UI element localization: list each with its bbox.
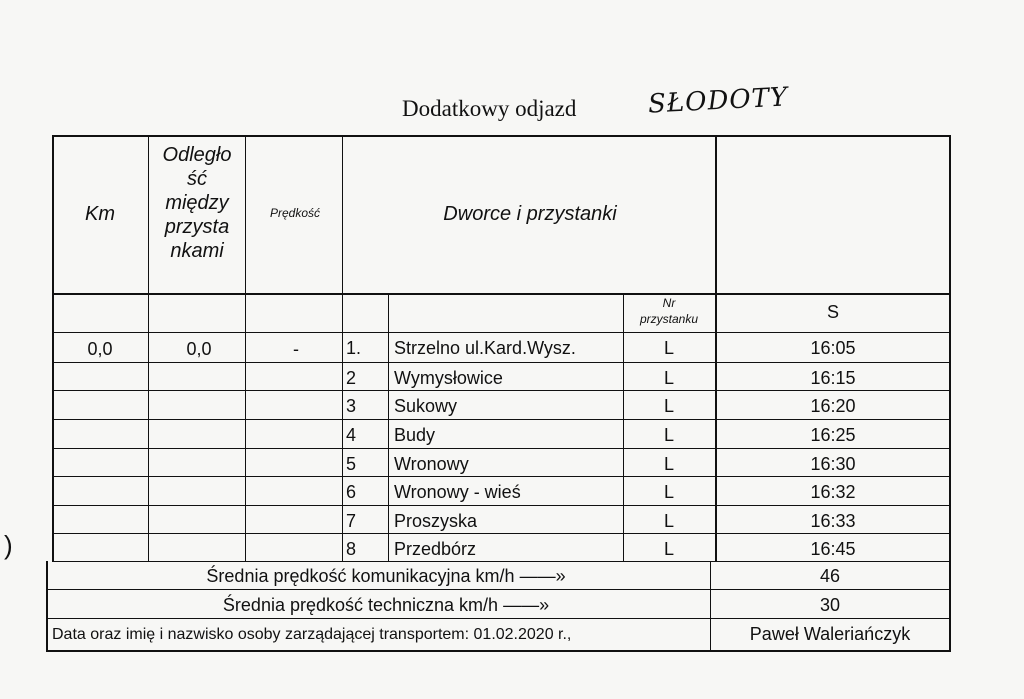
header-distance: między [165, 192, 229, 214]
row-line [52, 561, 950, 562]
row-line [52, 390, 950, 391]
header-distance: ść [187, 168, 207, 190]
header-stop-no: przystanku [639, 312, 699, 326]
col-line-station [623, 293, 624, 561]
stop-type: L [663, 511, 675, 531]
departure-time: 16:45 [810, 539, 856, 559]
stop-type: L [663, 338, 675, 358]
departure-time: 16:20 [810, 396, 856, 416]
margin-mark: ) [4, 530, 13, 560]
avg-commercial-speed-label: Średnia prędkość komunikacyjna km/h ——» [206, 566, 566, 586]
handwritten-note: SŁODOTY [647, 82, 789, 120]
border-right [949, 135, 951, 652]
document-heading: Dodatkowy odjazd [402, 96, 577, 121]
col-line-distance [245, 135, 246, 561]
header-speed: Prędkość [269, 206, 321, 220]
header-stations: Dworce i przystanki [443, 203, 617, 225]
stop-sequence-number: 1. [346, 338, 362, 358]
header-s: S [826, 302, 840, 322]
station-name: Proszyska [394, 511, 478, 531]
row-line [52, 332, 950, 333]
row-line [52, 533, 950, 534]
departure-time: 16:33 [810, 511, 856, 531]
departure-time: 16:15 [810, 368, 856, 388]
stop-sequence-number: 7 [346, 511, 357, 531]
stop-sequence-number: 2 [346, 368, 357, 388]
stop-type: L [663, 425, 675, 445]
station-name: Sukowy [394, 396, 458, 416]
station-name: Strzelno ul.Kard.Wysz. [394, 338, 576, 358]
stop-sequence-number: 3 [346, 396, 357, 416]
manager-declaration-label: Data oraz imię i nazwisko osoby zarządającej transportem: 01.02.2020 r., [52, 626, 572, 643]
stop-type: L [663, 368, 675, 388]
departure-time: 16:32 [810, 482, 856, 502]
departure-time: 16:25 [810, 425, 856, 445]
row-line [52, 505, 950, 506]
station-name: Wronowy [394, 454, 469, 474]
row-line [52, 448, 950, 449]
border-left-summary [46, 561, 48, 652]
km-value: 0,0 [87, 339, 113, 359]
station-name: Przedbórz [394, 539, 477, 559]
stop-type: L [663, 454, 675, 474]
col-line-summary [710, 561, 711, 652]
summary-line-2 [46, 618, 950, 619]
departure-time: 16:05 [810, 338, 856, 358]
border-left [52, 135, 54, 561]
header-bottom-line [52, 293, 950, 295]
stop-type: L [663, 539, 675, 559]
summary-line-1 [46, 589, 950, 590]
stop-type: L [663, 396, 675, 416]
col-line-speed [342, 135, 343, 561]
row-line [52, 419, 950, 420]
header-km: Km [85, 203, 115, 225]
station-name: Budy [394, 425, 436, 445]
stop-sequence-number: 4 [346, 425, 357, 445]
header-distance: przysta [164, 216, 230, 238]
col-line-no [388, 293, 389, 561]
header-stop-no: Nr [662, 296, 676, 310]
stop-type: L [663, 482, 675, 502]
avg-technical-speed-label: Średnia prędkość techniczna km/h ——» [222, 595, 550, 615]
col-line-km [148, 135, 149, 561]
departure-time: 16:30 [810, 454, 856, 474]
avg-technical-speed-value: 30 [819, 595, 841, 615]
header-distance: nkami [170, 240, 224, 262]
border-bottom [46, 650, 950, 652]
stop-sequence-number: 6 [346, 482, 357, 502]
speed-value: - [293, 339, 299, 359]
row-line [52, 362, 950, 363]
stop-sequence-number: 8 [346, 539, 357, 559]
border-top [52, 135, 950, 137]
col-line-stations-right [715, 135, 717, 561]
distance-value: 0,0 [186, 339, 212, 359]
station-name: Wronowy - wieś [394, 482, 521, 502]
manager-name: Paweł Waleriańczyk [749, 624, 911, 644]
stop-sequence-number: 5 [346, 454, 357, 474]
header-distance: Odległo [162, 144, 232, 166]
station-name: Wymysłowice [394, 368, 503, 388]
row-line [52, 476, 950, 477]
avg-commercial-speed-value: 46 [819, 566, 841, 586]
